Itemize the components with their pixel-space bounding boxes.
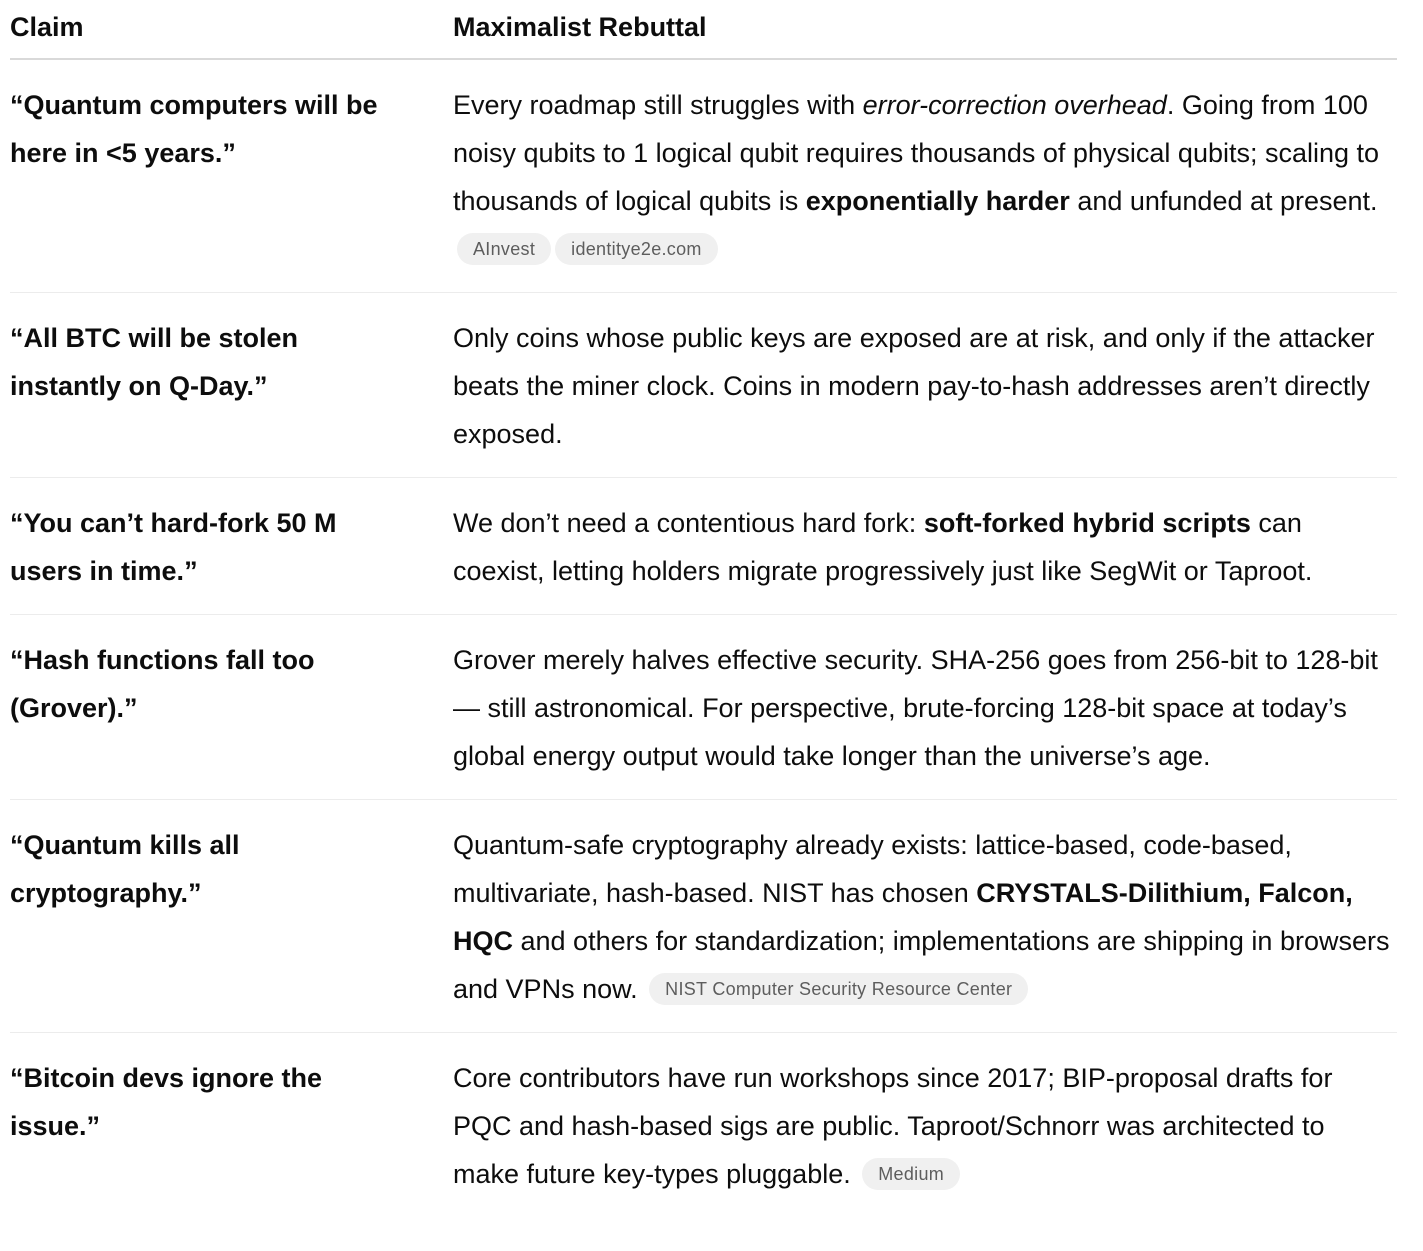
rebuttal-bold: CRYSTALS-Dilithium, Falcon, HQC — [453, 878, 1353, 956]
rebuttal-text: We don’t need a contentious hard fork: — [453, 508, 924, 538]
rebuttal-text: Grover merely halves effective security. SHA-256 goes from 256-bit to 128-bit — still astronomical. For perspective, brute-forcing 128-bit space at today’s global energy output would take longer than the universe’s age. — [453, 645, 1378, 771]
table-row — [10, 800, 1397, 1033]
column-header-rebuttal: Maximalist Rebuttal — [453, 0, 1397, 59]
rebuttal-cell — [453, 800, 1397, 1033]
source-chip-nist[interactable]: NIST Computer Security Resource Center — [649, 973, 1028, 1005]
source-chip-identitye2e[interactable]: identitye2e.com — [555, 233, 718, 265]
claim-cell: “Quantum computers will be here in <5 years.” — [10, 59, 453, 293]
rebuttal-cell — [453, 615, 1397, 800]
rebuttal-text: and unfunded at present. — [1069, 186, 1378, 216]
table-row — [10, 615, 1397, 800]
claim-cell: “Hash functions fall too (Grover).” — [10, 615, 453, 800]
column-header-claim: Claim — [10, 0, 453, 59]
rebuttal-text: Quantum-safe cryptography already exists: lattice-based, code-based, multivariate, hash-based. NIST has chosen — [453, 830, 1292, 908]
rebuttal-text: can coexist, letting holders migrate progressively just like SegWit or Taproot. — [453, 508, 1313, 586]
source-chip-medium[interactable]: Medium — [862, 1158, 960, 1190]
rebuttal-cell — [453, 478, 1397, 615]
source-chip-ainvest[interactable]: AInvest — [457, 233, 551, 265]
rebuttal-text: . Going from 100 noisy qubits to 1 logical qubit requires thousands of physical qubits; scaling to thousands of logical qubits is — [453, 90, 1380, 216]
table-row — [10, 59, 1397, 293]
rebuttal-bold: soft-forked hybrid scripts — [923, 508, 1251, 538]
claim-cell: “Quantum kills all cryptography.” — [10, 800, 453, 1033]
rebuttal-text: Core contributors have run workshops since 2017; BIP-proposal drafts for PQC and hash-based sigs are public. Taproot/Schnorr was architected to make future key-types pluggable. — [453, 1063, 1333, 1189]
rebuttal-cell — [453, 1033, 1397, 1218]
table-row — [10, 293, 1397, 478]
rebuttal-text: Only coins whose public keys are exposed are at risk, and only if the attacker beats the miner clock. Coins in modern pay-to-hash addresses aren’t directly exposed. — [453, 323, 1375, 449]
claim-cell: “All BTC will be stolen instantly on Q-Day.” — [10, 293, 453, 478]
rebuttal-cell — [453, 293, 1397, 478]
claim-cell: “Bitcoin devs ignore the issue.” — [10, 1063, 323, 1141]
table-row — [10, 478, 1397, 615]
rebuttal-bold: exponentially harder — [805, 186, 1070, 216]
claim-cell: “You can’t hard-fork 50 M users in time.” — [10, 478, 453, 615]
table-row — [10, 1033, 1397, 1218]
rebuttal-text: and others for standardization; implementations are shipping in browsers and VPNs now. — [453, 926, 1390, 1004]
claims-rebuttal-table — [10, 0, 1397, 1217]
rebuttal-cell — [453, 59, 1397, 293]
rebuttal-text: Every roadmap still struggles with — [453, 90, 863, 120]
rebuttal-emphasis: error-correction overhead — [862, 90, 1167, 120]
table-header-row — [10, 0, 1397, 59]
